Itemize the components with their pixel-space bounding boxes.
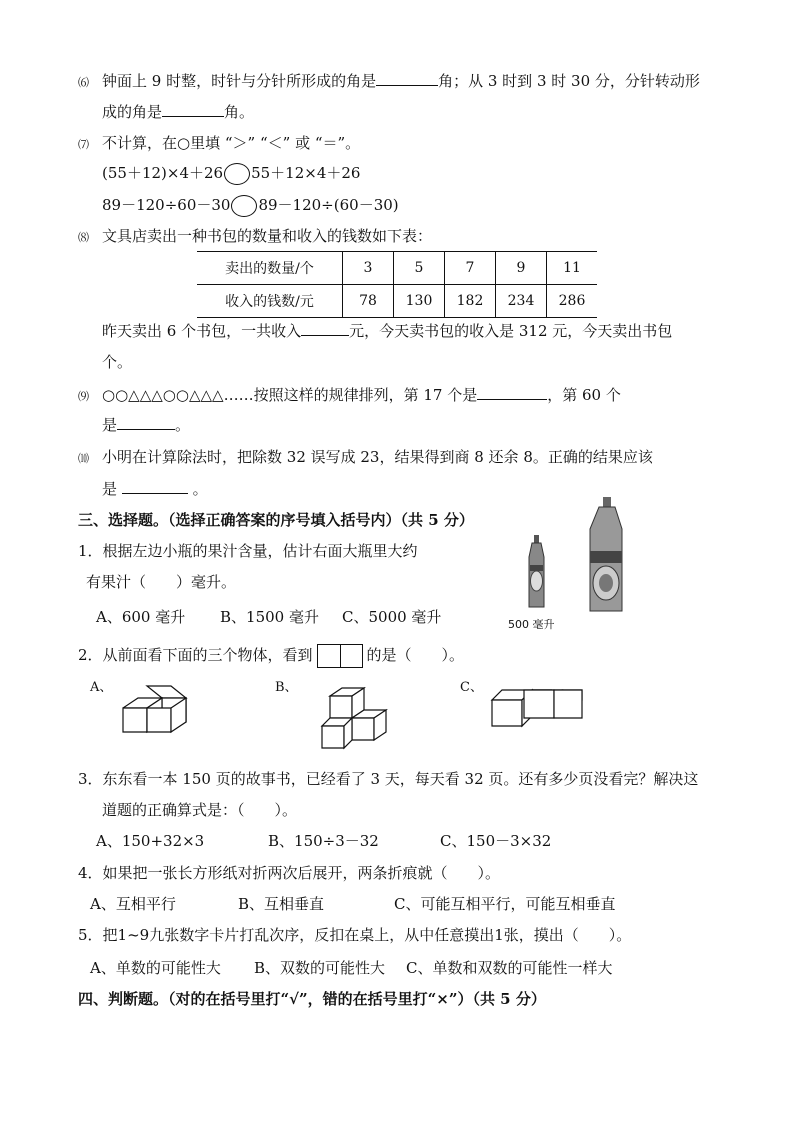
compare-circle[interactable] xyxy=(231,195,257,217)
section-4-title: 四、判断题。（对的在括号里打“√”，错的在括号里打“×”）（共 5 分） xyxy=(78,990,546,1008)
question-text: 。 xyxy=(192,480,208,498)
choice-3-option-b[interactable]: B、150÷3－32 xyxy=(268,832,379,850)
expression-left: (55＋12)×4＋26 xyxy=(102,164,224,182)
table-cell: 78 xyxy=(343,285,394,318)
question-text: 个。 xyxy=(102,353,133,371)
small-bottle-icon xyxy=(529,535,544,607)
section-3-title: 三、选择题。（选择正确答案的序号填入括号内）（共 5 分） xyxy=(78,511,474,529)
question-7-title xyxy=(78,132,360,153)
choice-5-line: 5．把1~9九张数字卡片打乱次序，反扣在桌上，从中任意摸出1张，摸出（ ）。 xyxy=(78,926,632,944)
question-text: 角；从 3 时到 3 时 30 分，分针转动形 xyxy=(438,72,700,90)
question-10-line1 xyxy=(78,446,653,467)
juice-bottles-image xyxy=(510,495,630,615)
front-view-icon xyxy=(317,644,363,668)
large-bottle-icon xyxy=(590,497,622,611)
table-row xyxy=(197,285,597,318)
sales-table xyxy=(197,251,597,318)
question-8-title xyxy=(78,225,432,246)
table-cell: 11 xyxy=(547,252,598,285)
question-6-line1 xyxy=(78,70,700,91)
question-text: 钟面上 9 时整，时针与分针所形成的角是 xyxy=(102,72,377,90)
expression-right: 55＋12×4＋26 xyxy=(251,164,361,182)
answer-blank[interactable] xyxy=(477,399,547,400)
row-header: 卖出的数量/个 xyxy=(197,252,343,285)
table-cell: 5 xyxy=(394,252,445,285)
choice-4-option-b[interactable]: B、互相垂直 xyxy=(238,895,325,913)
question-text: 昨天卖出 6 个书包，一共收入 xyxy=(102,322,302,340)
question-number: ⑺ xyxy=(78,138,89,151)
table-cell: 7 xyxy=(445,252,496,285)
question-9-line1 xyxy=(78,384,621,405)
compare-row-2 xyxy=(102,194,399,217)
choice-5-option-c[interactable]: C、单数和双数的可能性一样大 xyxy=(406,959,613,977)
compare-circle[interactable] xyxy=(224,163,250,185)
question-number: ⑼ xyxy=(78,390,89,403)
question-8-line1 xyxy=(102,320,672,341)
table-cell: 130 xyxy=(394,285,445,318)
compare-row-1 xyxy=(102,162,360,185)
answer-blank[interactable] xyxy=(301,335,349,336)
question-text: 是 xyxy=(102,416,118,434)
expression-left: 89－120÷60－30 xyxy=(102,196,231,214)
choice-4-line: 4．如果把一张长方形纸对折两次后展开，两条折痕就（ ）。 xyxy=(78,864,501,882)
table-row xyxy=(197,252,597,285)
question-10-line2 xyxy=(102,478,208,499)
question-text: 角。 xyxy=(224,103,255,121)
question-text: ○○△△△○○△△△……按照这样的规律排列，第 17 个是 xyxy=(102,386,478,404)
row-header: 收入的钱数/元 xyxy=(197,285,343,318)
choice-3-option-c[interactable]: C、150－3×32 xyxy=(440,832,552,850)
table-cell: 182 xyxy=(445,285,496,318)
choice-1-option-b[interactable]: B、1500 毫升 xyxy=(220,608,319,626)
choice-1-line1: 1．根据左边小瓶的果汁含量，估计右面大瓶里大约 xyxy=(78,542,418,560)
choice-3-line1: 3．东东看一本 150 页的故事书，已经看了 3 天，每天看 32 页。还有多少页没看完？解决这 xyxy=(78,770,699,788)
choice-2-line xyxy=(78,644,464,668)
answer-blank[interactable] xyxy=(122,493,188,494)
choice-4-option-a[interactable]: A、互相平行 xyxy=(90,895,176,913)
choice-3-option-a[interactable]: A、150+32×3 xyxy=(96,832,205,850)
question-text: ，第 60 个 xyxy=(547,386,621,404)
question-text: 文具店卖出一种书包的数量和收入的钱数如下表： xyxy=(102,227,433,245)
answer-blank[interactable] xyxy=(117,429,175,430)
question-text: 成的角是 xyxy=(102,103,163,121)
question-6-line2 xyxy=(102,101,254,122)
choice-1-option-c[interactable]: C、5000 毫升 xyxy=(342,608,442,626)
question-text: 的是（ ）。 xyxy=(366,646,465,664)
answer-blank[interactable] xyxy=(162,116,224,117)
question-number: ⑻ xyxy=(78,231,89,244)
question-number: ⑹ xyxy=(78,76,89,89)
cube-figure-a-icon xyxy=(120,684,200,740)
bottle-label: 500 毫升 xyxy=(508,618,555,631)
question-text: 是 xyxy=(102,480,118,498)
choice-2-option-b[interactable]: B、 xyxy=(275,680,298,695)
choice-1-line2: 有果汁（ ）毫升。 xyxy=(86,573,237,591)
answer-blank[interactable] xyxy=(376,85,438,86)
choice-4-option-c[interactable]: C、可能互相平行，可能互相垂直 xyxy=(394,895,616,913)
question-text: 元，今天卖书包的收入是 312 元，今天卖出书包 xyxy=(349,322,673,340)
table-cell: 286 xyxy=(547,285,598,318)
question-number: ⑽ xyxy=(78,452,89,465)
choice-3-line2: 道题的正确算式是：（ ）。 xyxy=(102,801,298,819)
question-text: 2．从前面看下面的三个物体，看到 xyxy=(78,646,313,664)
choice-5-option-b[interactable]: B、双数的可能性大 xyxy=(254,959,386,977)
choice-5-option-a[interactable]: A、单数的可能性大 xyxy=(90,959,221,977)
table-cell: 3 xyxy=(343,252,394,285)
table-cell: 9 xyxy=(496,252,547,285)
question-8-line2 xyxy=(102,351,132,372)
choice-1-option-a[interactable]: A、600 毫升 xyxy=(96,608,186,626)
table-cell: 234 xyxy=(496,285,547,318)
cube-figure-b-icon xyxy=(318,686,408,758)
cube-figure-c-icon xyxy=(488,682,588,730)
choice-2-option-c[interactable]: C、 xyxy=(460,680,483,695)
question-text: 不计算，在○里填 “＞” “＜” 或 “＝”。 xyxy=(102,134,361,152)
question-9-line2 xyxy=(102,414,190,435)
question-text: 小明在计算除法时，把除数 32 误写成 23，结果得到商 8 还余 8。正确的结果应该 xyxy=(102,448,653,466)
expression-right: 89－120÷(60－30) xyxy=(258,196,399,214)
question-text: 。 xyxy=(175,416,191,434)
choice-2-option-a[interactable]: A、 xyxy=(90,680,113,695)
